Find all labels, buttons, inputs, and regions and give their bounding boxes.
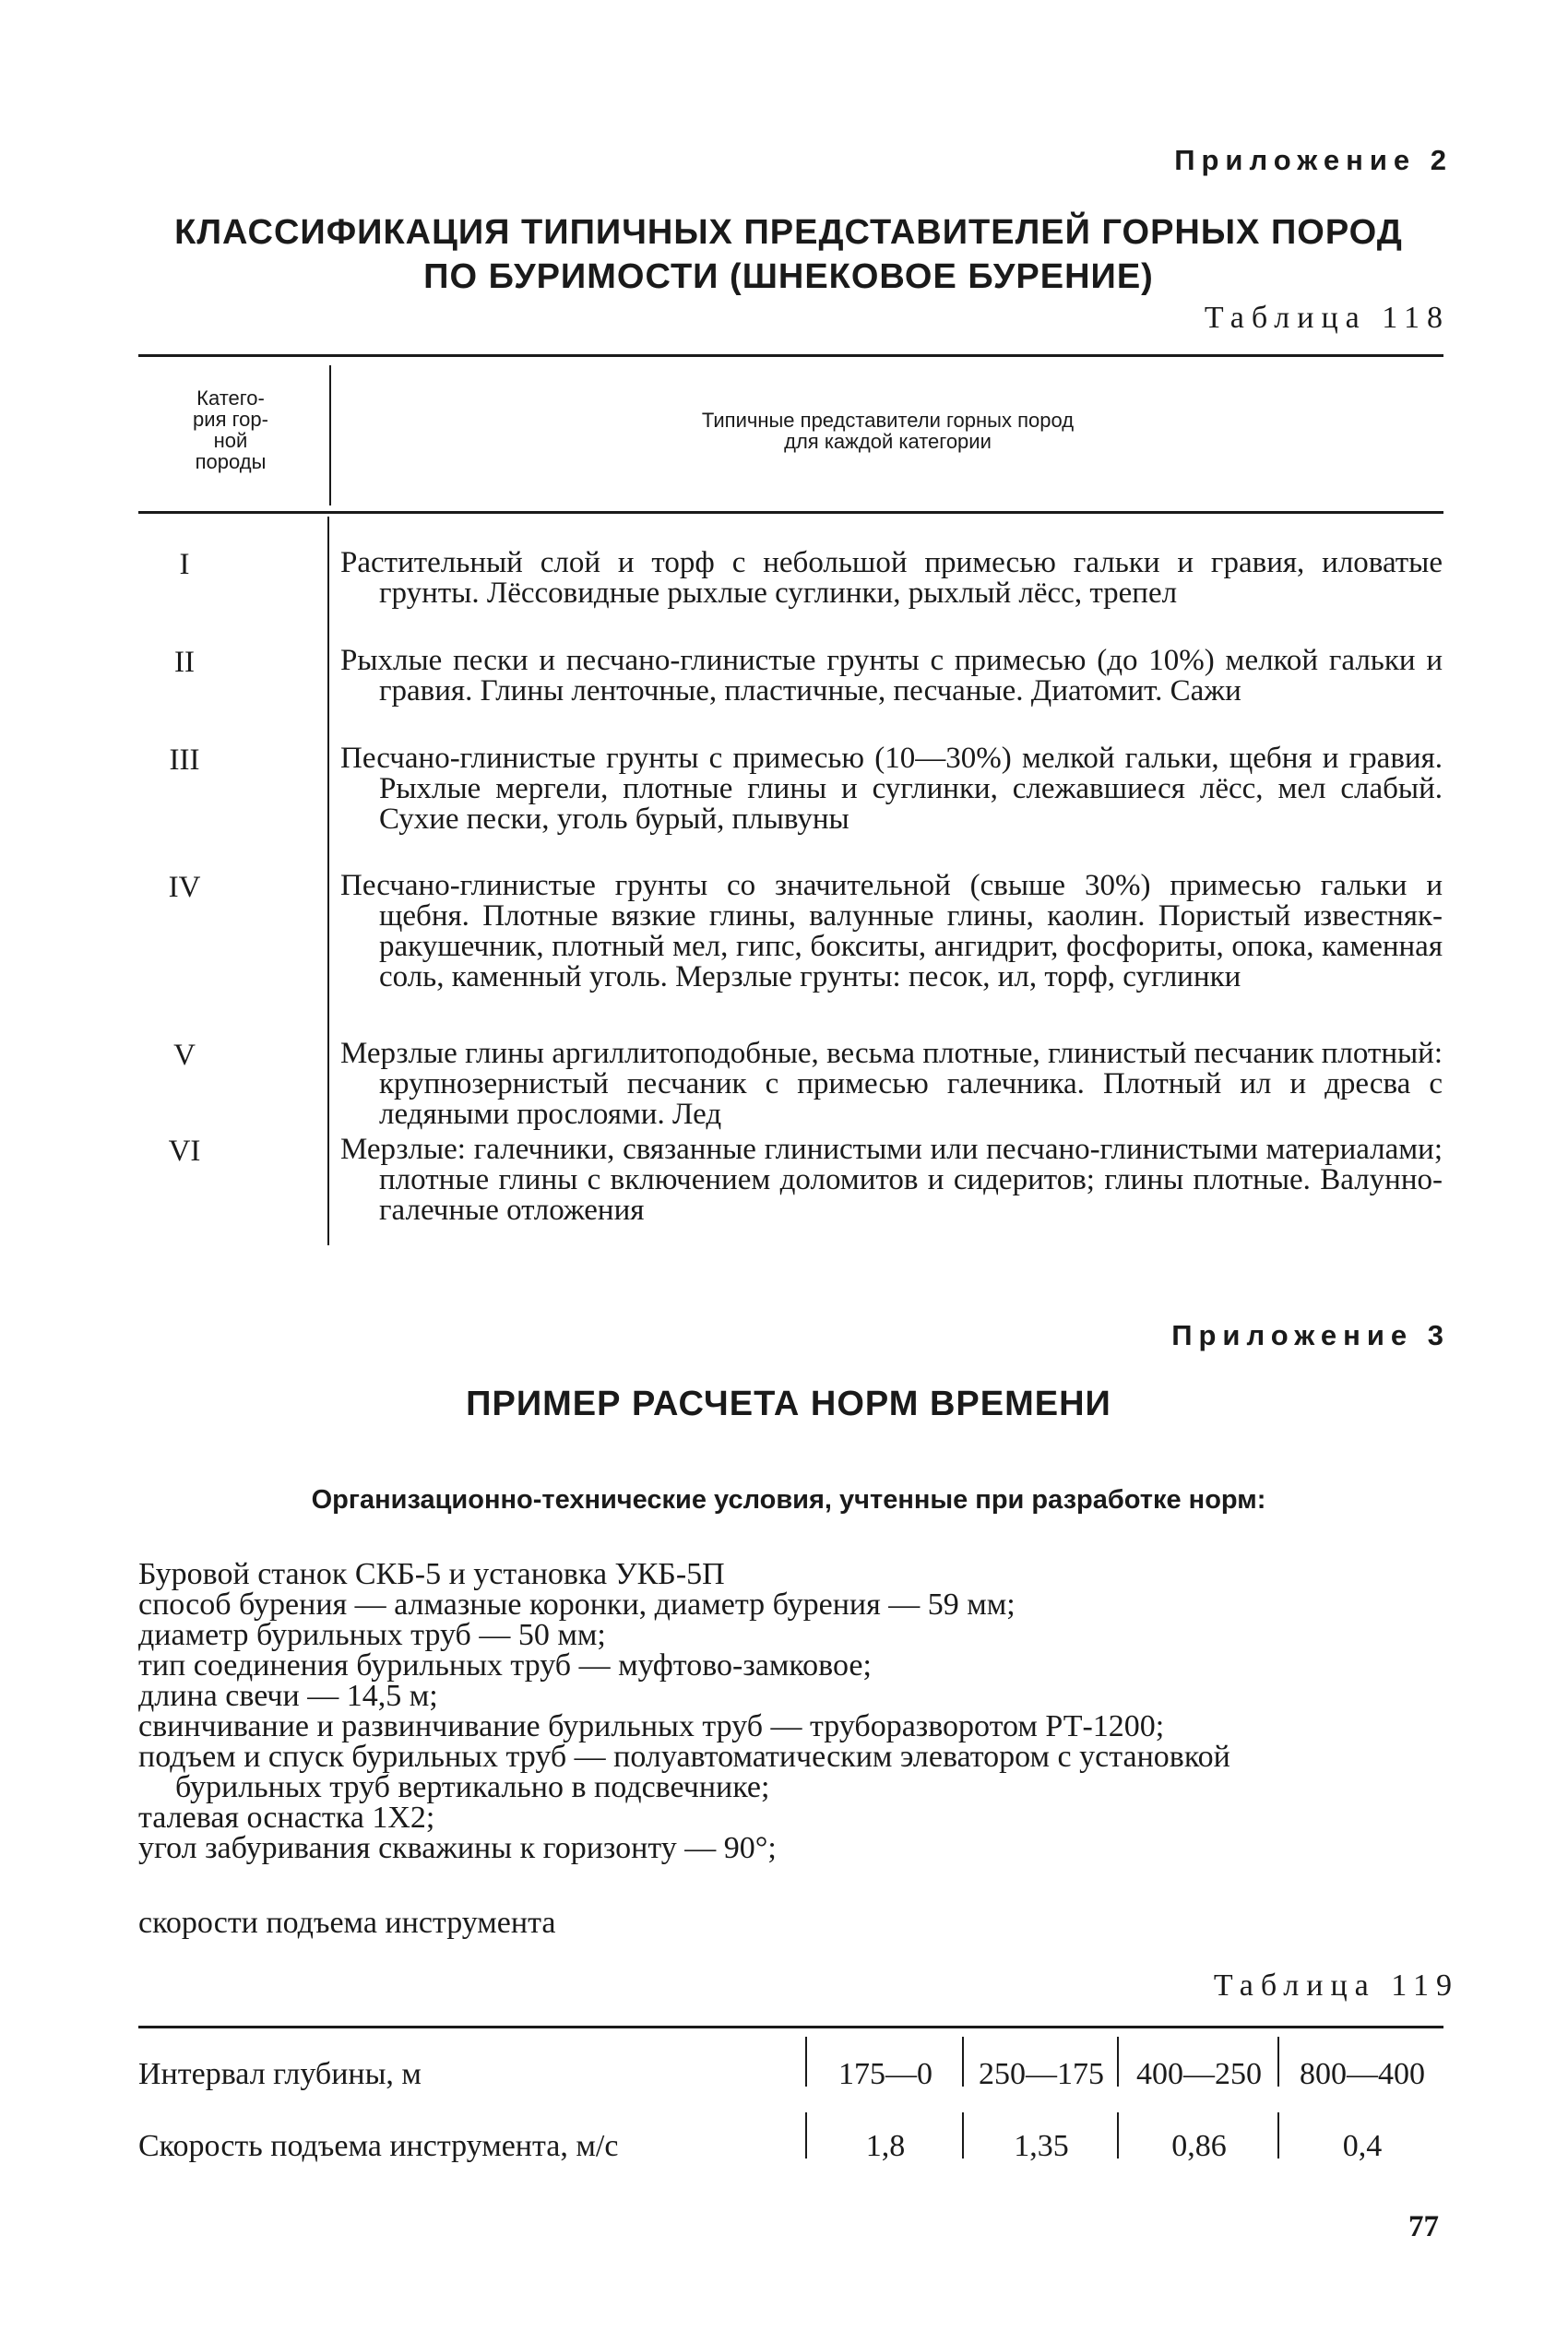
- header-text-line: породы: [195, 450, 267, 473]
- header-text-line: для каждой категории: [784, 430, 992, 453]
- condition-line: бурильных труб вертикально в подсвечнике;: [175, 1770, 770, 1804]
- page-number: 77: [1408, 2210, 1439, 2243]
- table-118-col-category-header: [138, 387, 323, 472]
- row-category: III: [169, 743, 200, 777]
- row-description: Мерзлые глины аргиллитоподобные, весьма плотные, глинистый песчаник плотный: крупнозернистый песчаник с примесью галечника. Плотный ил и дресва с ледяными прослоями. Лед: [340, 1037, 1443, 1131]
- condition-line: длина свечи — 14,5 м;: [138, 1679, 438, 1713]
- condition-line: талевая оснастка 1X2;: [138, 1801, 435, 1835]
- speeds-label: скорости подъема инструмента: [138, 1906, 556, 1940]
- row-description: Растительный слой и торф с небольшой примесью гальки и гравия, иловатые грунты. Лёссовидные рыхлые суглинки, рыхлый лёсс, трепел: [340, 546, 1443, 610]
- row-category: V: [173, 1039, 196, 1072]
- speed-cell: 1,35: [1014, 2129, 1069, 2163]
- table-119-top-rule: [138, 2026, 1443, 2028]
- table-119-row1-label: Интервал глубины, м: [138, 2057, 422, 2091]
- row-category: II: [174, 646, 195, 679]
- col-divider: [1277, 2037, 1279, 2087]
- table-118-body-divider: [327, 517, 329, 1245]
- interval-cell: 400—250: [1136, 2057, 1262, 2091]
- row-description: Песчано-глинистые грунты с примесью (10—30%) мелкой гальки, щебня и гравия. Рыхлые мергели, плотные глины и суглинки, слежавшиеся лёсс, мел слабый. Сухие пески, уголь бурый, плывуны: [340, 742, 1443, 836]
- appendix-2-title: [129, 210, 1448, 299]
- table-118-caption: Таблица 118: [1204, 301, 1450, 335]
- header-text-line: Катего-: [196, 387, 265, 410]
- condition-line: подъем и спуск бурильных труб — полуавтоматическим элеватором с установкой: [138, 1740, 1230, 1774]
- interval-cell: 250—175: [979, 2057, 1104, 2091]
- header-text-line: Типичные представители горных пород: [701, 409, 1075, 432]
- table-119-caption: Таблица 119: [1213, 1968, 1459, 2003]
- table-118-header-divider: [329, 365, 331, 505]
- header-text-line: ной: [213, 429, 248, 452]
- col-divider: [805, 2112, 807, 2159]
- col-divider: [805, 2037, 807, 2087]
- condition-line: Буровой станок СКБ-5 и установка УКБ-5П: [138, 1557, 725, 1591]
- table-119-row2-label: Скорость подъема инструмента, м/с: [138, 2129, 619, 2163]
- table-118-top-rule: [138, 354, 1443, 357]
- conditions-subtitle: Организационно-технические условия, учтенные при разработке норм:: [311, 1485, 1266, 1515]
- condition-line: угол забуривания скважины к горизонту — 90°;: [138, 1831, 777, 1865]
- appendix-3-title: ПРИМЕР РАСЧЕТА НОРМ ВРЕМЕНИ: [466, 1385, 1111, 1423]
- row-category: I: [179, 548, 190, 581]
- interval-cell: 800—400: [1300, 2057, 1425, 2091]
- col-divider: [962, 2112, 964, 2159]
- col-divider: [1277, 2112, 1279, 2159]
- row-description: Песчано-глинистые грунты со значительной (свыше 30%) примесью гальки и щебня. Плотные вязкие глины, валунные глины, каолин. Пористый известняк-ракушечник, плотный мел, гипс, бокситы, ангидрит, фосфориты, опока, каменная соль, каменный уголь. Мерзлые грунты: песок, ил, торф, суглинки: [340, 869, 1443, 993]
- condition-line: диаметр бурильных труб — 50 мм;: [138, 1618, 606, 1652]
- table-118-col-description-header: [332, 410, 1443, 452]
- appendix-2-title-line-1: КЛАССИФИКАЦИЯ ТИПИЧНЫХ ПРЕДСТАВИТЕЛЕЙ ГОРНЫХ ПОРОД: [174, 213, 1403, 252]
- condition-line: способ бурения — алмазные коронки, диаметр бурения — 59 мм;: [138, 1588, 1016, 1622]
- row-description: Рыхлые пески и песчано-глинистые грунты с примесью (до 10%) мелкой гальки и гравия. Глины ленточные, пластичные, песчаные. Диатомит. Сажи: [340, 644, 1443, 708]
- col-divider: [1117, 2037, 1119, 2087]
- interval-cell: 175—0: [838, 2057, 932, 2091]
- speed-cell: 0,4: [1342, 2129, 1383, 2163]
- header-text-line: рия гор-: [193, 408, 268, 431]
- col-divider: [1117, 2112, 1119, 2159]
- speed-cell: 1,8: [865, 2129, 906, 2163]
- table-118-header-rule: [138, 511, 1443, 514]
- row-category: VI: [168, 1135, 201, 1168]
- row-description: Мерзлые: галечники, связанные глинистыми или песчано-глинистыми материалами; плотные глины с включением доломитов и сидеритов; глины плотные. Валунно-галечные отложения: [340, 1133, 1443, 1227]
- appendix-2-title-line-2: ПО БУРИМОСТИ (ШНЕКОВОЕ БУРЕНИЕ): [423, 257, 1154, 296]
- col-divider: [962, 2037, 964, 2087]
- appendix-2-label: Приложение 2: [1174, 144, 1453, 176]
- condition-line: свинчивание и развинчивание бурильных труб — труборазворотом РТ-1200;: [138, 1709, 1165, 1743]
- row-category: IV: [168, 871, 201, 904]
- condition-line: тип соединения бурильных труб — муфтово-замковое;: [138, 1648, 872, 1683]
- conditions-list: [138, 1559, 1448, 1863]
- appendix-3-label: Приложение 3: [1171, 1319, 1450, 1351]
- speed-cell: 0,86: [1171, 2129, 1227, 2163]
